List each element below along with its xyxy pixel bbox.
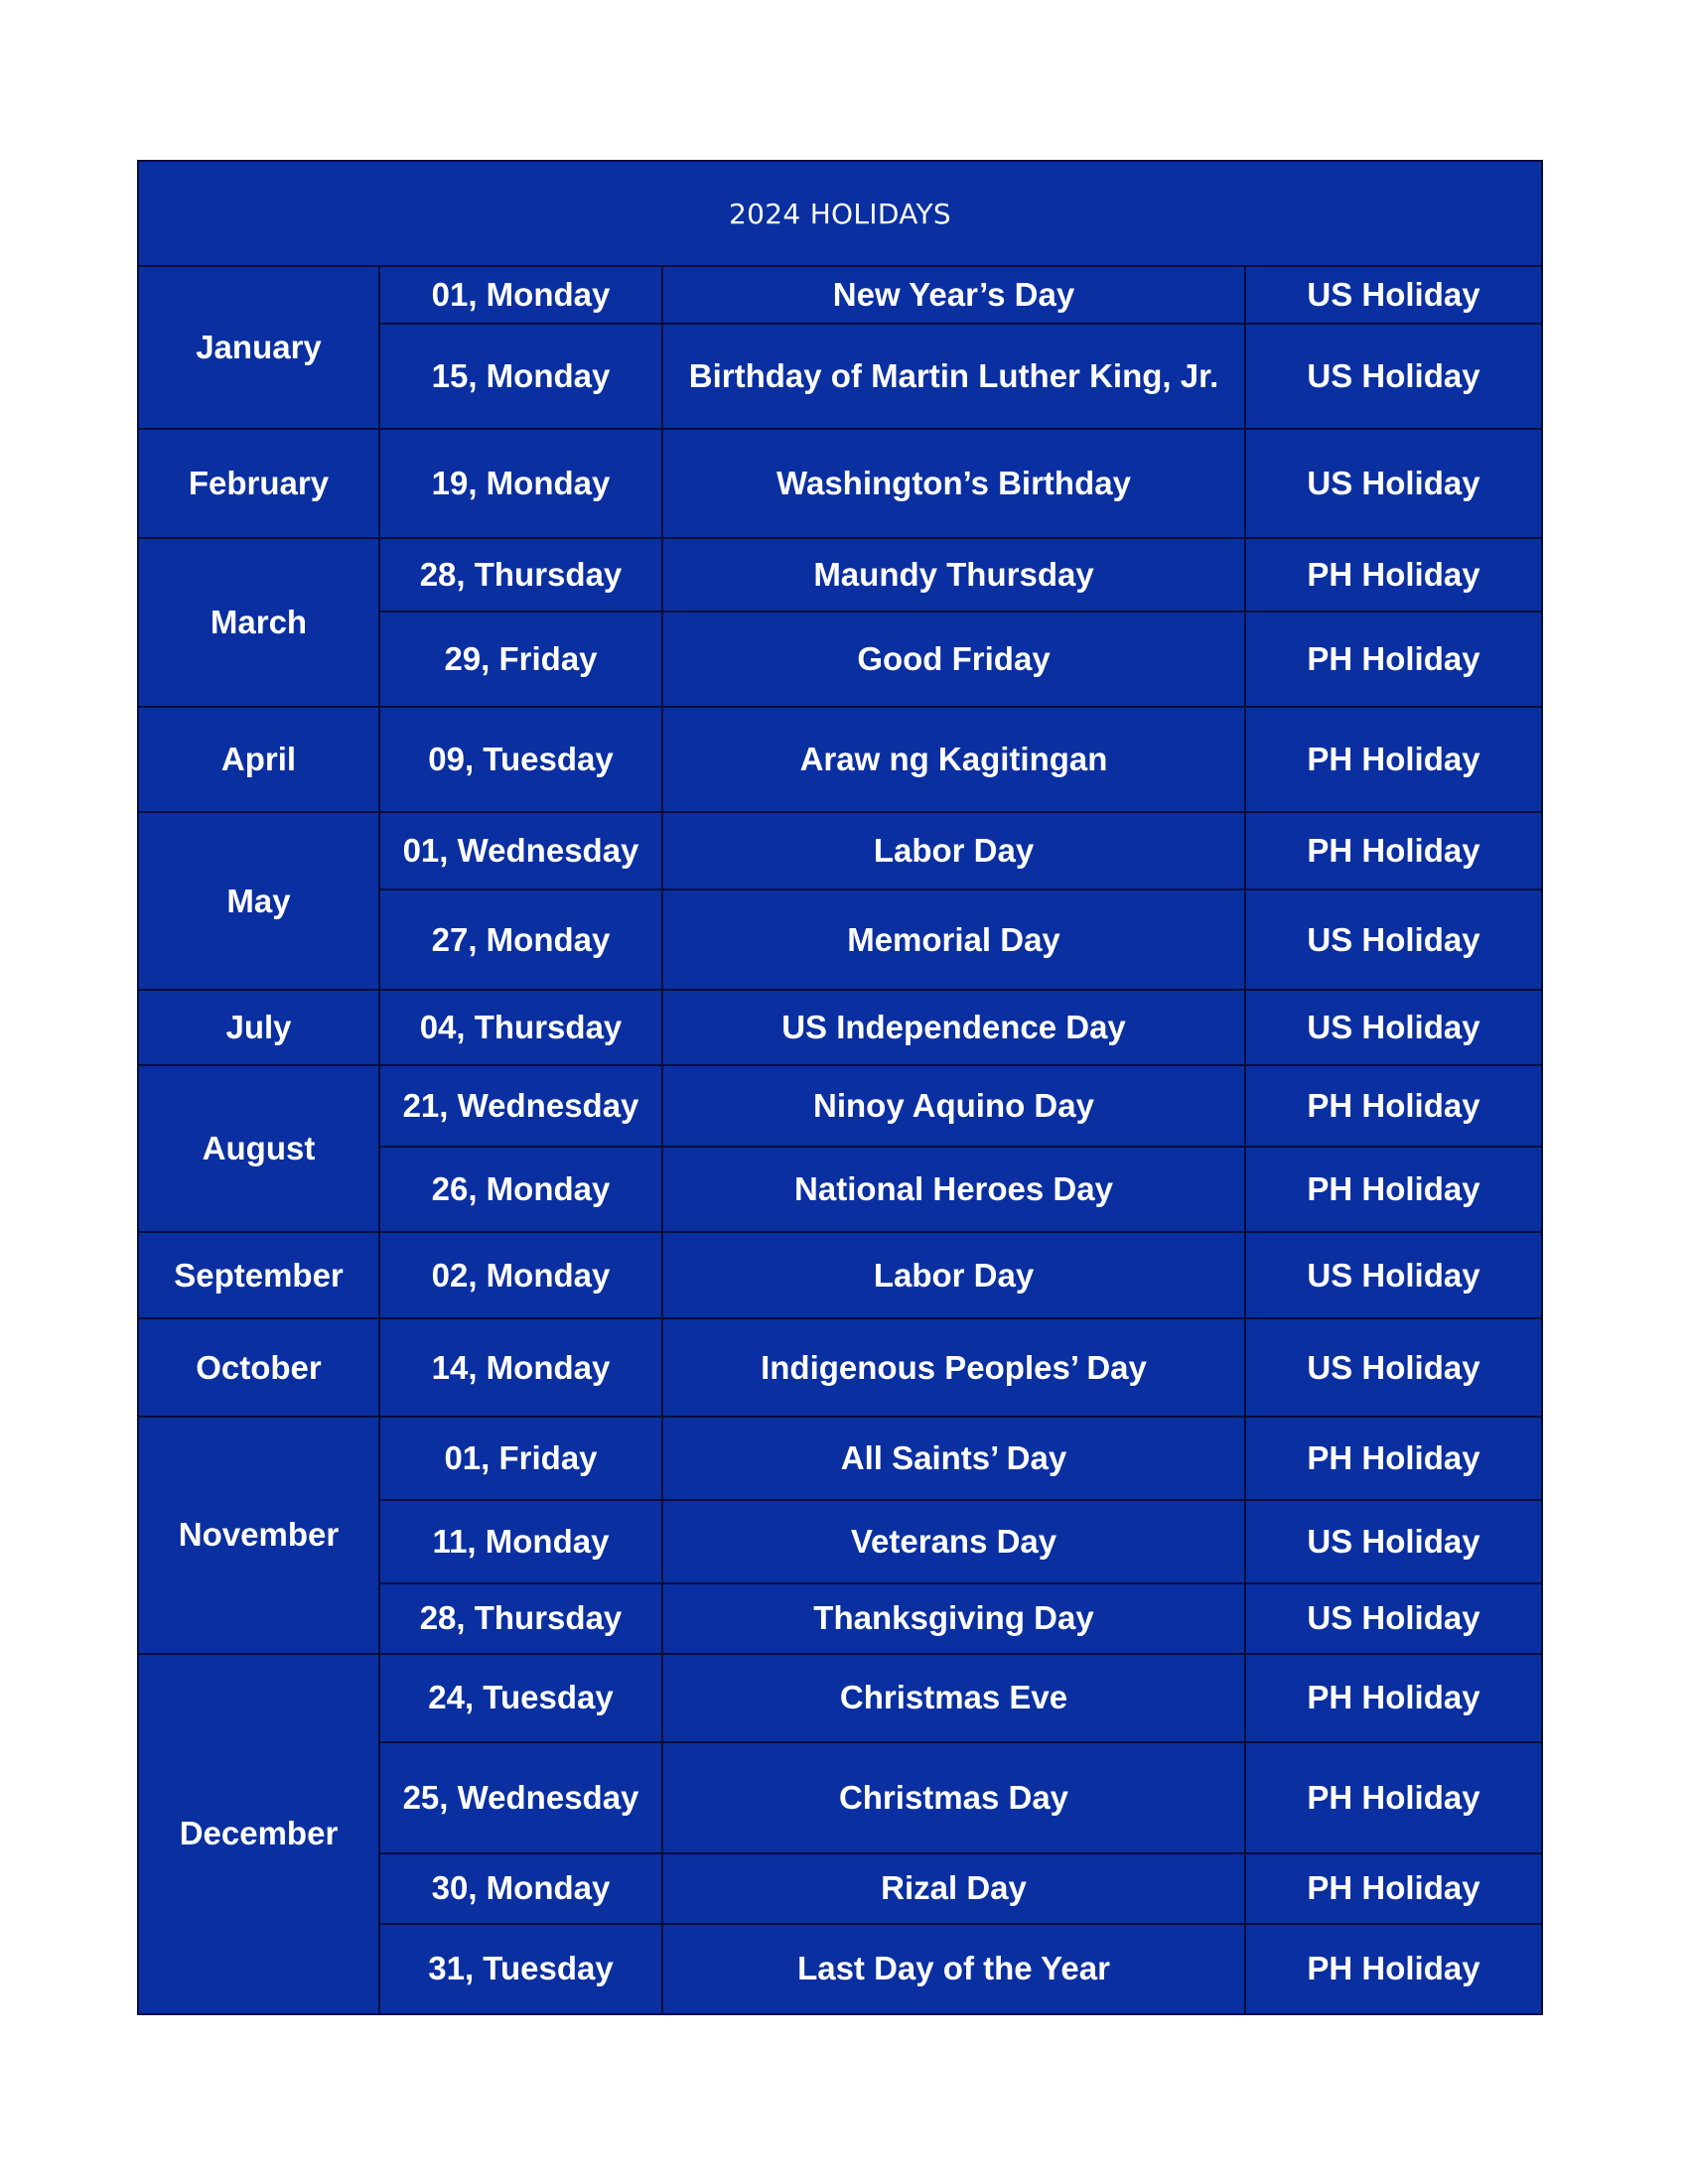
month-cell: October <box>138 1318 379 1416</box>
holiday-type-cell: US Holiday <box>1245 889 1542 990</box>
date-cell: 01, Wednesday <box>379 812 662 889</box>
table-row <box>138 429 1542 538</box>
holiday-name-cell: Good Friday <box>662 612 1245 707</box>
holiday-name-cell: Maundy Thursday <box>662 538 1245 612</box>
table-row <box>138 538 1542 612</box>
table-row <box>138 1654 1542 1742</box>
holiday-type-cell: US Holiday <box>1245 266 1542 324</box>
date-cell: 29, Friday <box>379 612 662 707</box>
holiday-type-cell: PH Holiday <box>1245 707 1542 812</box>
holiday-name-cell: Araw ng Kagitingan <box>662 707 1245 812</box>
holiday-type-cell: PH Holiday <box>1245 612 1542 707</box>
table-title: 2024 HOLIDAYS <box>138 161 1542 266</box>
holiday-name-cell: Birthday of Martin Luther King, Jr. <box>662 324 1245 429</box>
holiday-name-cell: Rizal Day <box>662 1853 1245 1924</box>
holidays-table <box>137 160 1543 2015</box>
holiday-type-cell: PH Holiday <box>1245 1417 1542 1500</box>
holiday-type-cell: PH Holiday <box>1245 1147 1542 1232</box>
holiday-type-cell: US Holiday <box>1245 1318 1542 1416</box>
month-cell: September <box>138 1232 379 1318</box>
date-cell: 19, Monday <box>379 429 662 538</box>
date-cell: 28, Thursday <box>379 538 662 612</box>
table-row <box>138 266 1542 324</box>
month-cell: January <box>138 266 379 429</box>
holiday-type-cell: US Holiday <box>1245 1232 1542 1318</box>
table-row <box>138 1417 1542 1500</box>
holiday-name-cell: Christmas Day <box>662 1742 1245 1853</box>
holiday-name-cell: New Year’s Day <box>662 266 1245 324</box>
holiday-type-cell: PH Holiday <box>1245 538 1542 612</box>
month-cell: August <box>138 1065 379 1232</box>
holiday-type-cell: PH Holiday <box>1245 1742 1542 1853</box>
holiday-type-cell: US Holiday <box>1245 990 1542 1065</box>
month-cell: July <box>138 990 379 1065</box>
holidays-table-body <box>138 161 1542 2014</box>
holiday-type-cell: PH Holiday <box>1245 1654 1542 1742</box>
month-cell: April <box>138 707 379 812</box>
holiday-name-cell: Last Day of the Year <box>662 1924 1245 2014</box>
date-cell: 11, Monday <box>379 1500 662 1583</box>
holiday-name-cell: National Heroes Day <box>662 1147 1245 1232</box>
date-cell: 15, Monday <box>379 324 662 429</box>
date-cell: 02, Monday <box>379 1232 662 1318</box>
month-cell: February <box>138 429 379 538</box>
holiday-name-cell: Ninoy Aquino Day <box>662 1065 1245 1147</box>
table-row <box>138 1065 1542 1147</box>
month-cell: December <box>138 1654 379 2014</box>
holiday-name-cell: Indigenous Peoples’ Day <box>662 1318 1245 1416</box>
holiday-type-cell: PH Holiday <box>1245 1853 1542 1924</box>
holiday-type-cell: US Holiday <box>1245 1500 1542 1583</box>
holiday-name-cell: Labor Day <box>662 1232 1245 1318</box>
month-cell: May <box>138 812 379 990</box>
date-cell: 09, Tuesday <box>379 707 662 812</box>
date-cell: 28, Thursday <box>379 1583 662 1654</box>
month-cell: November <box>138 1417 379 1654</box>
table-row <box>138 1318 1542 1416</box>
holiday-type-cell: PH Holiday <box>1245 1065 1542 1147</box>
holiday-name-cell: Veterans Day <box>662 1500 1245 1583</box>
date-cell: 30, Monday <box>379 1853 662 1924</box>
date-cell: 01, Monday <box>379 266 662 324</box>
table-row <box>138 990 1542 1065</box>
month-cell: March <box>138 538 379 707</box>
holiday-name-cell: All Saints’ Day <box>662 1417 1245 1500</box>
holiday-type-cell: US Holiday <box>1245 429 1542 538</box>
title-row <box>138 161 1542 266</box>
date-cell: 04, Thursday <box>379 990 662 1065</box>
date-cell: 31, Tuesday <box>379 1924 662 2014</box>
date-cell: 24, Tuesday <box>379 1654 662 1742</box>
date-cell: 27, Monday <box>379 889 662 990</box>
holiday-type-cell: US Holiday <box>1245 1583 1542 1654</box>
holiday-name-cell: Washington’s Birthday <box>662 429 1245 538</box>
holiday-type-cell: US Holiday <box>1245 324 1542 429</box>
table-row <box>138 707 1542 812</box>
holiday-name-cell: Memorial Day <box>662 889 1245 990</box>
date-cell: 21, Wednesday <box>379 1065 662 1147</box>
table-row <box>138 1232 1542 1318</box>
holiday-name-cell: Christmas Eve <box>662 1654 1245 1742</box>
holiday-name-cell: Labor Day <box>662 812 1245 889</box>
table-row <box>138 812 1542 889</box>
holiday-name-cell: US Independence Day <box>662 990 1245 1065</box>
holiday-name-cell: Thanksgiving Day <box>662 1583 1245 1654</box>
date-cell: 25, Wednesday <box>379 1742 662 1853</box>
date-cell: 14, Monday <box>379 1318 662 1416</box>
date-cell: 01, Friday <box>379 1417 662 1500</box>
date-cell: 26, Monday <box>379 1147 662 1232</box>
holiday-type-cell: PH Holiday <box>1245 812 1542 889</box>
holiday-type-cell: PH Holiday <box>1245 1924 1542 2014</box>
